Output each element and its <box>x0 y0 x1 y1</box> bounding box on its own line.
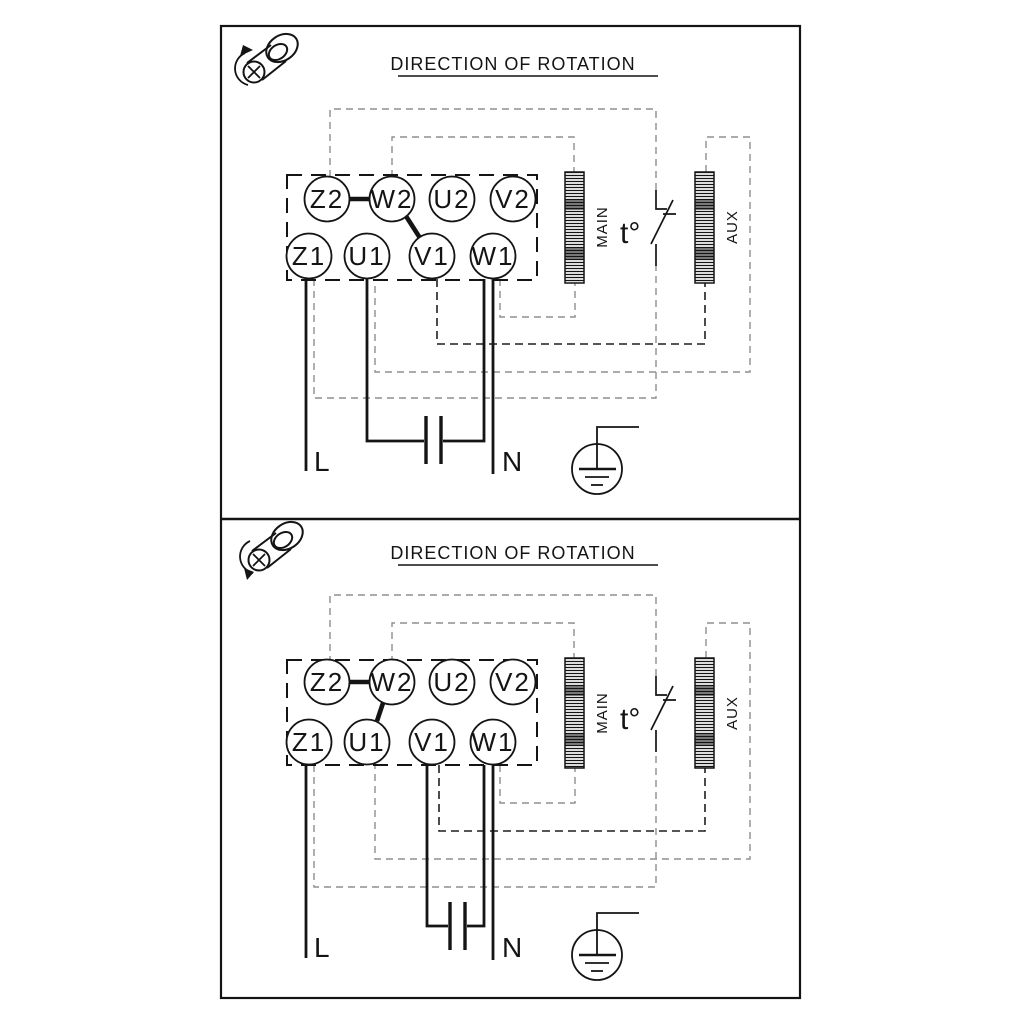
terminal-v2 <box>491 660 536 705</box>
svg-text:V2: V2 <box>495 184 531 214</box>
terminal-z1 <box>287 234 332 279</box>
cap-w1-wire <box>443 279 484 441</box>
aux-winding <box>695 658 741 768</box>
terminal-v1 <box>410 234 455 279</box>
svg-text:Z1: Z1 <box>291 241 327 271</box>
svg-text:W2: W2 <box>370 667 414 697</box>
v1-cap-wire <box>427 765 448 926</box>
svg-text:W1: W1 <box>471 241 515 271</box>
rotation-arrow-head <box>244 568 254 580</box>
motor-rotation-ccw-icon <box>240 516 308 580</box>
svg-text:Z1: Z1 <box>291 727 327 757</box>
svg-text:Z2: Z2 <box>309 667 345 697</box>
terminal-u1 <box>345 720 390 765</box>
svg-text:U2: U2 <box>433 184 471 214</box>
terminal-z1 <box>287 720 332 765</box>
wiring-dashed-dark <box>439 765 705 831</box>
capacitor <box>450 902 465 950</box>
terminal-w2 <box>370 177 415 222</box>
svg-text:V2: V2 <box>495 667 531 697</box>
main-winding-label: MAIN <box>594 206 611 248</box>
main-winding-label: MAIN <box>594 692 611 734</box>
panel-2 <box>240 516 750 980</box>
thermal-switch-label: t° <box>620 703 641 736</box>
thermal-switch-label: t° <box>620 217 641 250</box>
terminal-w1 <box>471 720 516 765</box>
aux-winding-label: AUX <box>724 696 741 730</box>
svg-text:U2: U2 <box>433 667 471 697</box>
main-winding <box>565 658 611 768</box>
terminal-v2 <box>491 177 536 222</box>
mains-wires <box>306 279 493 474</box>
neutral-label: N <box>502 446 523 477</box>
panel-title: DIRECTION OF ROTATION <box>390 543 636 563</box>
aux-winding-label: AUX <box>724 210 741 244</box>
earth-symbol <box>572 427 639 494</box>
rotation-arrow-head <box>240 45 253 56</box>
svg-text:V1: V1 <box>414 241 450 271</box>
cap-w1-wire <box>467 765 484 926</box>
panel-1 <box>235 28 750 494</box>
thermal-switch <box>620 676 676 752</box>
terminals <box>287 660 536 765</box>
terminal-u1 <box>345 234 390 279</box>
panel-title: DIRECTION OF ROTATION <box>390 54 636 74</box>
terminal-w1 <box>471 234 516 279</box>
terminal-v1 <box>410 720 455 765</box>
neutral-label: N <box>502 932 523 963</box>
terminal-u2 <box>430 177 475 222</box>
earth-symbol <box>572 913 639 980</box>
link-w2-u1 <box>377 703 383 721</box>
terminal-w2 <box>370 660 415 705</box>
svg-text:U1: U1 <box>348 727 386 757</box>
aux-winding <box>695 172 741 283</box>
terminal-z2 <box>305 660 350 705</box>
terminal-z2 <box>305 177 350 222</box>
svg-text:W1: W1 <box>471 727 515 757</box>
line-label: L <box>314 446 330 477</box>
wiring-dashed-dark <box>437 279 705 344</box>
line-label: L <box>314 932 330 963</box>
svg-text:Z2: Z2 <box>309 184 345 214</box>
svg-text:W2: W2 <box>370 184 414 214</box>
motor-rotation-cw-icon <box>235 28 303 85</box>
capacitor <box>426 416 441 464</box>
svg-text:V1: V1 <box>414 727 450 757</box>
main-winding <box>565 172 611 283</box>
thermal-switch <box>620 190 676 266</box>
svg-text:U1: U1 <box>348 241 386 271</box>
terminal-u2 <box>430 660 475 705</box>
